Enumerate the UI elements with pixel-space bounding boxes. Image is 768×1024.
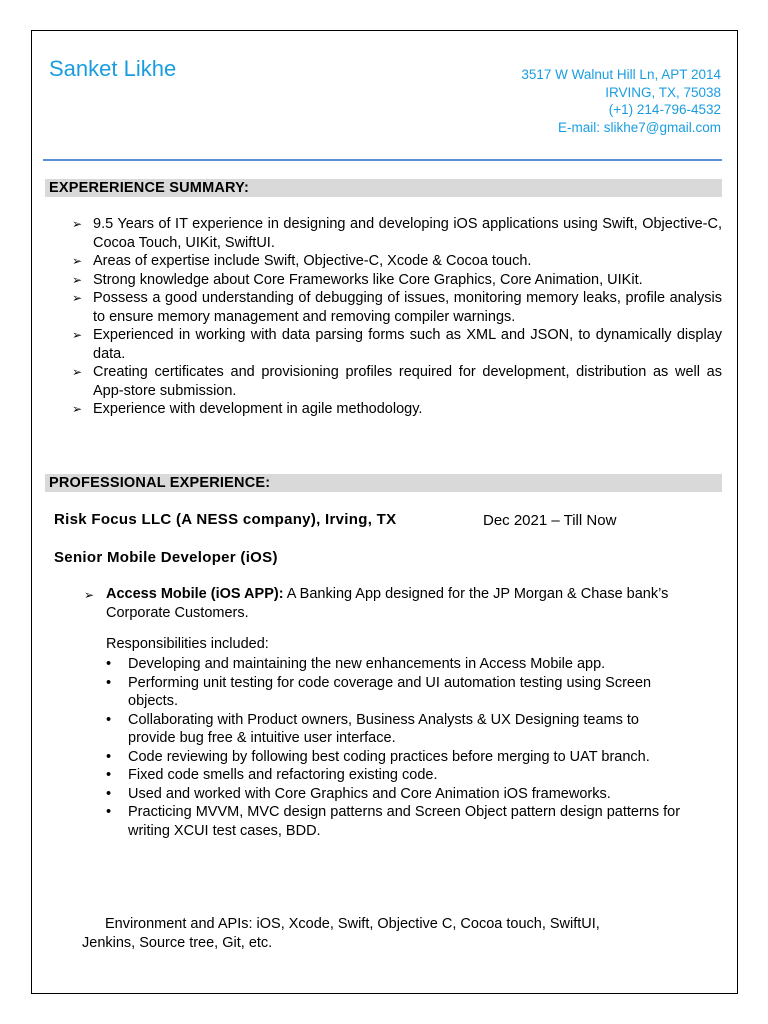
contact-block [521,66,721,136]
bullet-icon: • [106,656,112,672]
experience-heading: PROFESSIONAL EXPERIENCE: [45,474,722,492]
list-item: • Performing unit testing for code coverage and UI automation testing using Screen objects. [106,674,652,709]
company-name: Risk Focus LLC (A NESS company), Irving, TX [54,511,397,528]
project-name: Access Mobile (iOS APP): [106,586,284,602]
list-item: • Developing and maintaining the new enhancements in Access Mobile app. [106,656,606,672]
bullet-icon: • [106,748,112,765]
summary-item: ➢ Strong knowledge about Core Frameworks like Core Graphics, Core Animation, UIKit. [72,271,643,288]
arrow-bullet-icon: ➢ [72,291,83,305]
list-item: • Used and worked with Core Graphics and Core Animation iOS frameworks. [106,785,611,802]
header-divider [43,159,722,161]
summary-item: ➢ Possess a good understanding of debugging of issues, monitoring memory leaks, profile analysis to ensure memory management and removing compiler warnings. [72,290,722,325]
summary-item: ➢ Creating certificates and provisioning profiles required for development, distribution as well as App-store submission. [72,364,722,399]
summary-item: ➢ 9.5 Years of IT experience in designing and developing iOS applications using Swift, Objective-C, Cocoa Touch, UIKit, SwiftUI. [72,216,722,251]
environment-apis: Environment and APIs: iOS, Xcode, Swift, Objective C, Cocoa touch, SwiftUI, Jenkins, Source tree, Git, etc. [82,916,600,951]
list-item: • Practicing MVVM, MVC design patterns and Screen Object pattern design patterns for writing XCUI test cases, BDD. [106,804,681,839]
summary-list [72,215,722,419]
phone-number: (+1) 214-796-4532 [608,102,721,117]
list-item: • Code reviewing by following best coding practices before merging to UAT branch. [106,748,650,765]
project-description: A Banking App designed for the JP Morgan & Chase bank’s Corporate Customers. [106,586,669,621]
arrow-bullet-icon: ➢ [72,272,83,287]
responsibilities-title: Responsibilities included: [106,636,269,652]
bullet-icon: • [106,767,112,783]
summary-item: ➢ Areas of expertise include Swift, Objective-C, Xcode & Cocoa touch. [72,253,532,269]
list-item: • Fixed code smells and refactoring existing code. [106,767,438,783]
responsibilities-list [106,655,686,840]
list-item: • Collaborating with Product owners, Business Analysts & UX Designing teams to provide bug free & intuitive user interface. [106,711,639,746]
employment-dates: Dec 2021 – Till Now [483,512,617,529]
bullet-icon: • [106,711,112,728]
arrow-bullet-icon: ➢ [72,328,83,342]
bullet-icon: • [106,804,112,820]
arrow-bullet-icon: ➢ [72,365,83,379]
summary-item: ➢ Experience with development in agile methodology. [72,401,423,417]
address-line-2: IRVING, TX, 75038 [605,84,721,100]
project-entry [84,585,674,622]
bullet-icon: • [106,674,112,691]
arrow-bullet-icon: ➢ [72,402,83,416]
candidate-name: Sanket Likhe [49,56,177,81]
job-title: Senior Mobile Developer (iOS) [54,549,278,566]
arrow-bullet-icon: ➢ [72,254,83,268]
arrow-bullet-icon: ➢ [72,217,83,231]
bullet-icon: • [106,785,112,802]
arrow-bullet-icon: ➢ [84,588,95,602]
summary-heading: EXPERERIENCE SUMMARY: [45,179,722,197]
address-line-1: 3517 W Walnut Hill Ln, APT 2014 [521,67,721,82]
summary-item: ➢ Experienced in working with data parsing forms such as XML and JSON, to dynamically display data. [72,327,722,362]
email-address: E-mail: slikhe7@gmail.com [558,119,721,135]
